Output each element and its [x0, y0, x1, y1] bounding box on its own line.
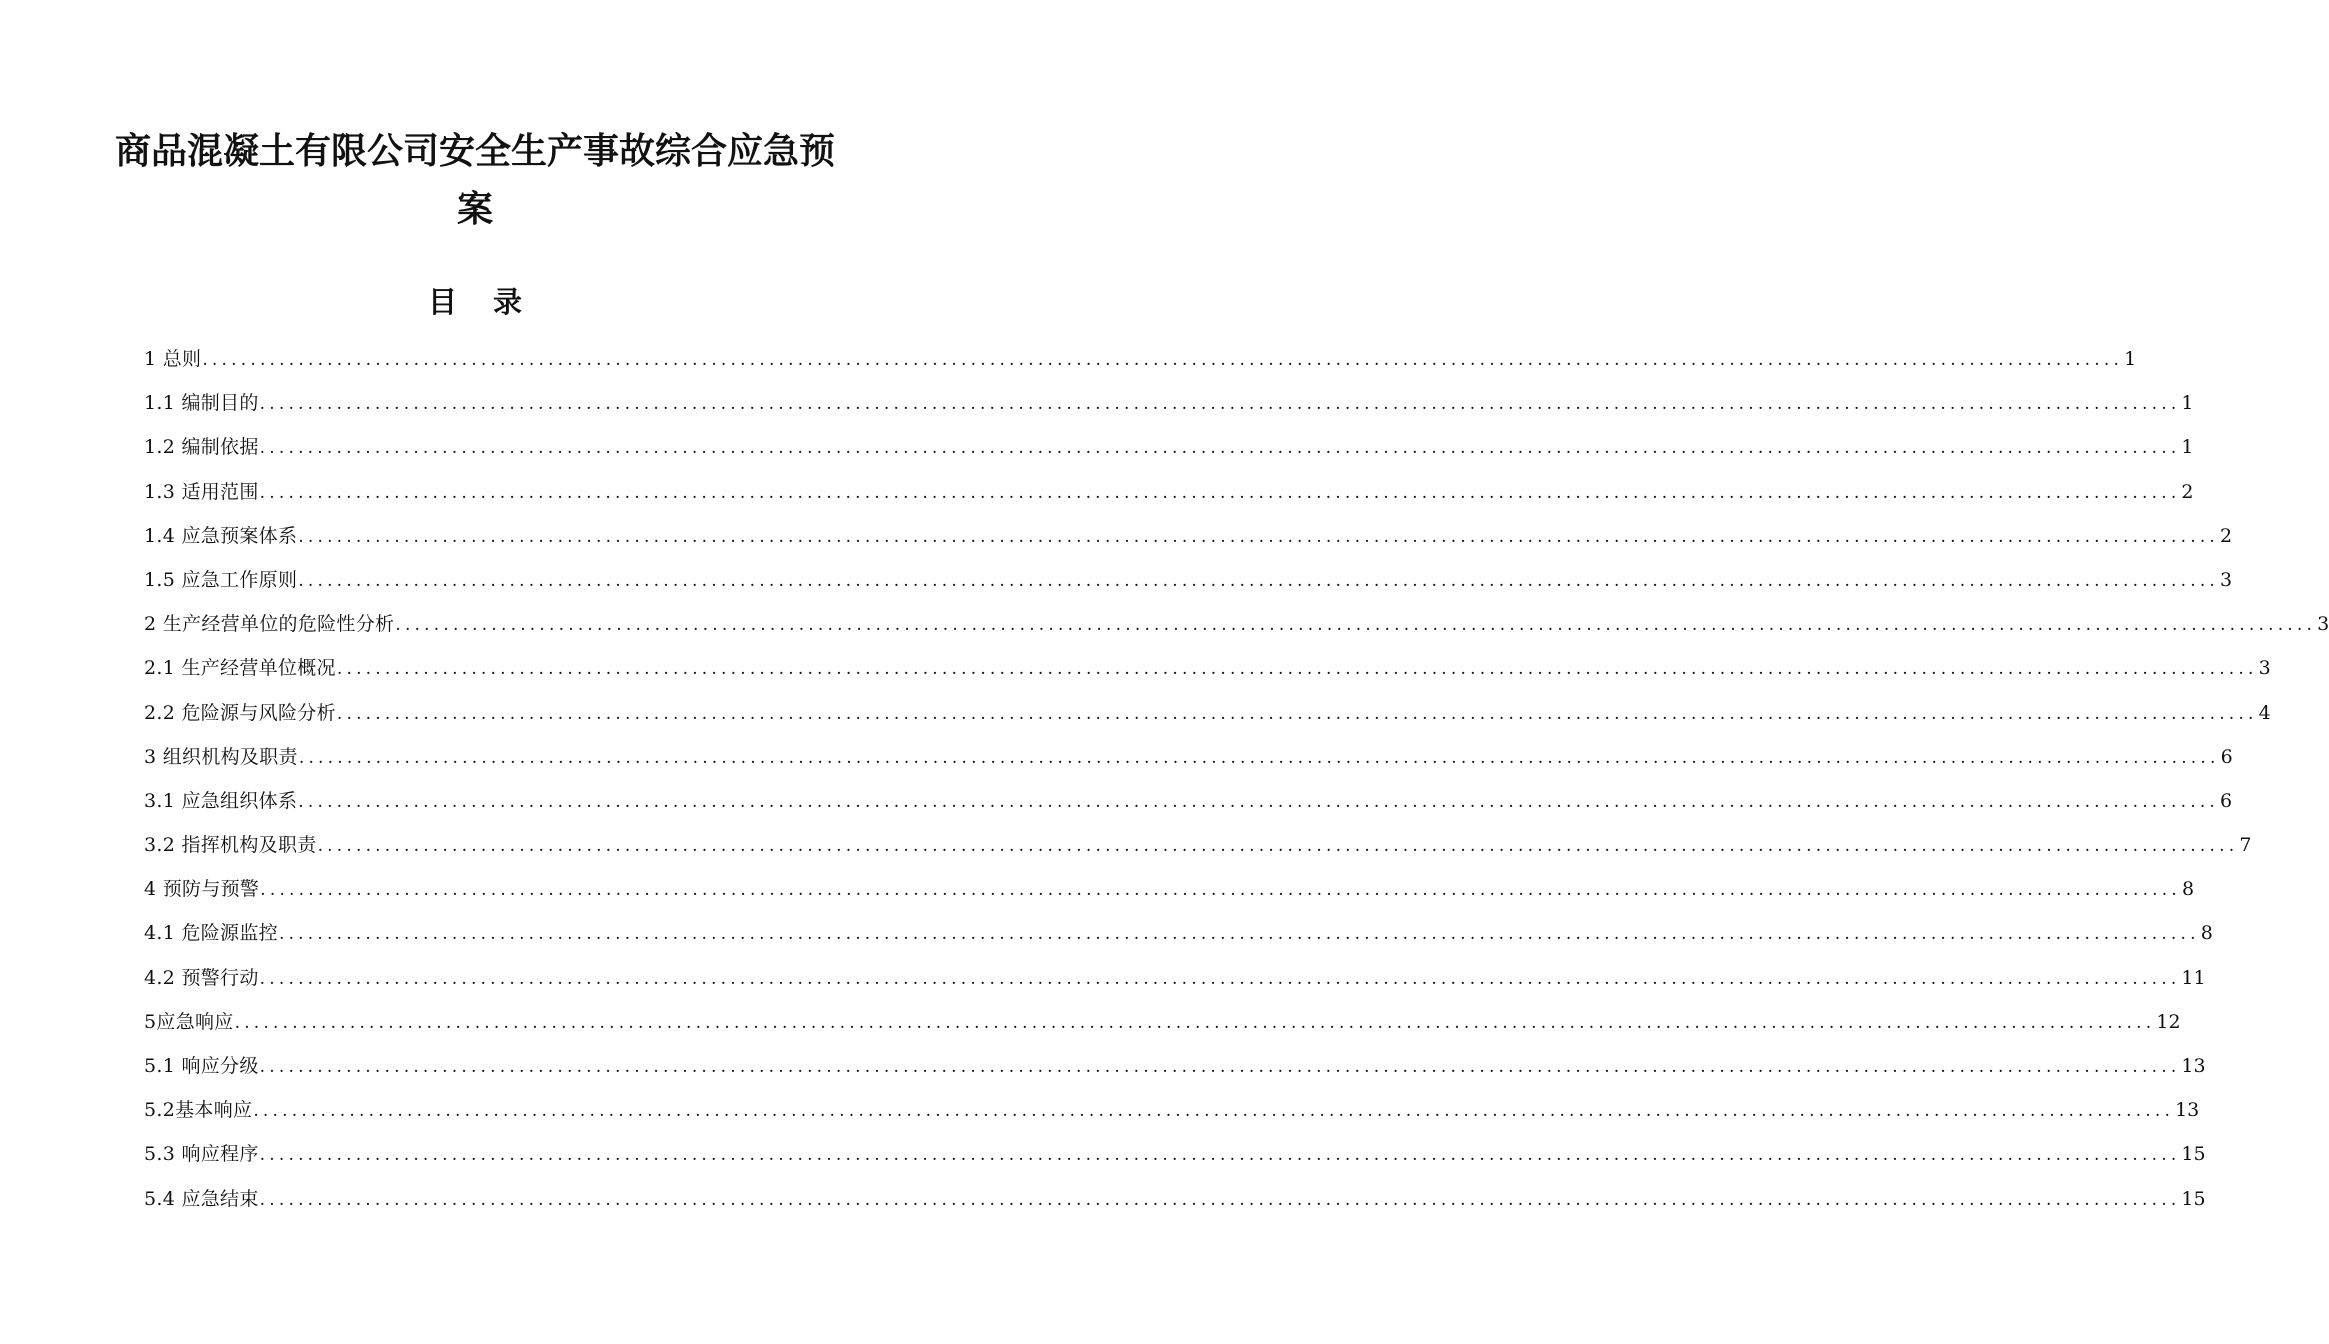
toc-entry-label: 1.1 编制目的: [144, 392, 259, 415]
toc-dot-leader: ........................................................................................................................................................................................................: [298, 791, 2220, 812]
toc-dot-leader: ........................................................................................................................................................................................................: [336, 703, 2258, 724]
toc-entry[interactable]: [144, 739, 2233, 783]
toc-entry[interactable]: [144, 783, 2233, 827]
toc-entry[interactable]: [144, 695, 2271, 739]
toc-entry-label: 2.1 生产经营单位概况: [144, 657, 336, 680]
toc-entry[interactable]: [144, 385, 2194, 429]
toc-entry-label: 1 总则: [144, 348, 202, 370]
toc-entry-label: 1.3 适用范围: [144, 480, 259, 503]
toc-entry[interactable]: [144, 1181, 2206, 1225]
toc-dot-leader: ........................................................................................................................................................................................................: [259, 968, 2181, 989]
toc-entry[interactable]: [144, 915, 2213, 959]
toc-dot-leader: ........................................................................................................................................................................................................: [259, 394, 2181, 415]
toc-entry[interactable]: [144, 871, 2195, 915]
toc-entry[interactable]: [144, 474, 2194, 518]
toc-entry-page-number: 15: [2181, 1187, 2206, 1210]
toc-entry-page-number: 12: [2156, 1010, 2181, 1033]
toc-dot-leader: ........................................................................................................................................................................................................: [202, 350, 2124, 370]
toc-entry-label: 2.2 危险源与风险分析: [144, 701, 336, 724]
toc-entry-page-number: 3: [2317, 613, 2329, 636]
toc-entry-label: 1.4 应急预案体系: [144, 524, 298, 547]
table-of-contents: [144, 341, 2329, 1225]
toc-heading-char-2: 录: [493, 285, 523, 319]
toc-entry-label: 5.3 响应程序: [144, 1143, 259, 1166]
toc-dot-leader: ........................................................................................................................................................................................................: [298, 570, 2220, 591]
toc-entry-label: 3.2 指挥机构及职责: [144, 834, 317, 857]
toc-entry-page-number: 11: [2181, 966, 2206, 989]
toc-entry[interactable]: [144, 341, 2137, 385]
toc-entry-page-number: 2: [2181, 480, 2194, 503]
toc-entry-label: 4.1 危险源监控: [144, 922, 278, 945]
toc-entry-page-number: 3: [2220, 568, 2233, 591]
toc-entry-label: 3.1 应急组织体系: [144, 789, 298, 812]
toc-entry-label: 5.1 响应分级: [144, 1055, 259, 1077]
toc-dot-leader: ........................................................................................................................................................................................................: [259, 1057, 2181, 1077]
toc-entry-page-number: 8: [2200, 922, 2213, 945]
toc-dot-leader: ........................................................................................................................................................................................................: [298, 526, 2220, 547]
toc-entry[interactable]: [144, 562, 2233, 606]
toc-dot-leader: ........................................................................................................................................................................................................: [317, 836, 2239, 857]
toc-entry[interactable]: [144, 1004, 2181, 1048]
toc-entry-page-number: 1: [2181, 436, 2194, 459]
toc-entry-label: 1.5 应急工作原则: [144, 568, 298, 591]
toc-entry[interactable]: [144, 1136, 2206, 1180]
toc-entry[interactable]: [144, 960, 2206, 1004]
toc-dot-leader: ........................................................................................................................................................................................................: [259, 1145, 2181, 1166]
toc-dot-leader: ........................................................................................................................................................................................................: [260, 880, 2181, 901]
toc-dot-leader: ........................................................................................................................................................................................................: [259, 482, 2181, 503]
toc-dot-leader: ........................................................................................................................................................................................................: [253, 1101, 2175, 1122]
toc-dot-leader: ........................................................................................................................................................................................................: [259, 438, 2181, 459]
toc-entry-label: 1.2 编制依据: [144, 436, 259, 459]
toc-entry-page-number: 7: [2239, 834, 2252, 857]
toc-entry-page-number: 13: [2175, 1099, 2200, 1122]
toc-entry[interactable]: [144, 827, 2252, 871]
toc-entry-page-number: 6: [2220, 789, 2233, 812]
toc-entry-page-number: 2: [2220, 524, 2233, 547]
toc-dot-leader: ........................................................................................................................................................................................................: [259, 1189, 2181, 1210]
toc-entry-label: 5.4 应急结束: [144, 1187, 259, 1210]
toc-entry-page-number: 8: [2182, 878, 2195, 901]
toc-dot-leader: ........................................................................................................................................................................................................: [234, 1012, 2156, 1033]
toc-entry-page-number: 6: [2220, 745, 2233, 768]
toc-entry[interactable]: [144, 650, 2271, 694]
toc-entry-label: 2 生产经营单位的危险性分析: [144, 613, 395, 636]
toc-entry[interactable]: [144, 606, 2329, 650]
toc-entry[interactable]: [144, 1092, 2200, 1136]
toc-entry-label: 4.2 预警行动: [144, 966, 259, 989]
toc-heading: [0, 280, 950, 324]
toc-entry-label: 5应急响应: [144, 1010, 234, 1033]
toc-entry[interactable]: [144, 429, 2194, 473]
toc-dot-leader: ........................................................................................................................................................................................................: [278, 924, 2200, 945]
toc-entry-page-number: 1: [2181, 392, 2194, 415]
toc-entry[interactable]: [144, 518, 2233, 562]
toc-entry[interactable]: [144, 1048, 2206, 1092]
toc-dot-leader: ........................................................................................................................................................................................................: [336, 659, 2258, 680]
toc-heading-char-1: 目: [427, 285, 457, 319]
toc-entry-label: 4 预防与预警: [144, 878, 260, 901]
toc-dot-leader: ........................................................................................................................................................................................................: [395, 615, 2317, 636]
toc-entry-label: 3 组织机构及职责: [144, 745, 298, 768]
toc-entry-page-number: 15: [2181, 1143, 2206, 1166]
toc-entry-page-number: 3: [2258, 657, 2271, 680]
toc-entry-page-number: 4: [2258, 701, 2271, 724]
toc-entry-page-number: 13: [2181, 1055, 2206, 1077]
toc-entry-label: 5.2基本响应: [144, 1099, 253, 1122]
toc-dot-leader: ........................................................................................................................................................................................................: [298, 747, 2220, 768]
document-title: 商品混凝土有限公司安全生产事故综合应急预案: [114, 130, 835, 230]
toc-entry-page-number: 1: [2124, 348, 2137, 370]
